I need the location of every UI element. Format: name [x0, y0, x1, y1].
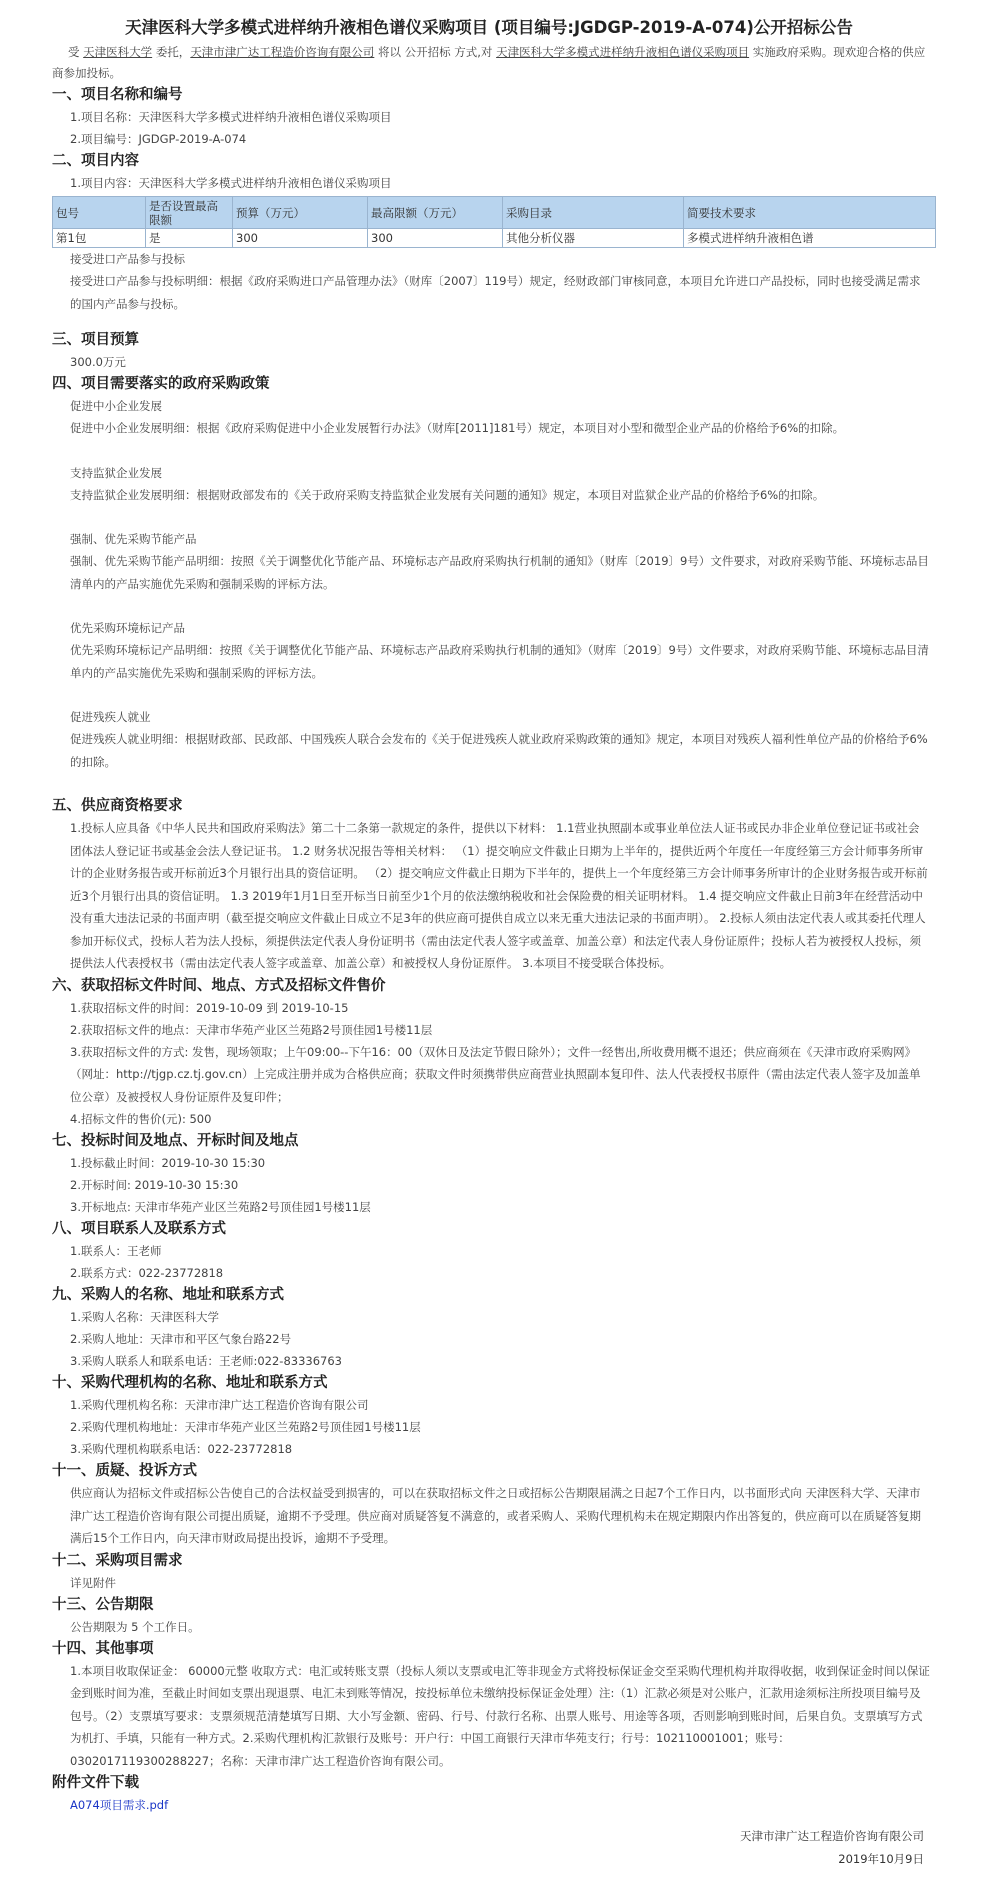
intro-paragraph	[52, 42, 936, 84]
section-heading-budget: 三、项目预算	[52, 332, 139, 348]
section-heading-policy: 四、项目需要落实的政府采购政策	[52, 376, 270, 392]
policy-title: 促进残疾人就业	[70, 710, 151, 724]
signature-date: 2019年10月9日	[838, 1852, 924, 1866]
policy-title: 强制、优先采购节能产品	[70, 532, 197, 546]
attachment-link[interactable]: A074项目需求.pdf	[70, 1798, 169, 1812]
table-row	[53, 229, 936, 248]
import-title: 接受进口产品参与投标	[70, 252, 185, 266]
agency-name: 1.采购代理机构名称：天津市津广达工程造价咨询有限公司	[70, 1398, 369, 1412]
section-heading-requirements: 十二、采购项目需求	[52, 1552, 183, 1569]
project-number-line: 2.项目编号：JGDGP-2019-A-074	[70, 132, 247, 146]
table-cell: 多模式进样纳升液相色谱	[684, 229, 936, 248]
bid-deadline: 1.投标截止时间：2019-10-30 15:30	[70, 1156, 266, 1170]
agency-address: 2.采购代理机构地址：天津市华苑产业区兰苑路2号顶佳园1号楼11层	[70, 1420, 421, 1434]
section-heading-documents: 六、获取招标文件时间、地点、方式及招标文件售价	[52, 977, 386, 994]
policy-detail: 促进残疾人就业明细：根据财政部、民政部、中国残疾人联合会发布的《关于促进残疾人就业政府采购政策的通知》规定，本项目对残疾人福利性单位产品的价格给予6%的扣除。	[70, 732, 928, 769]
project-name-line: 1.项目名称：天津医科大学多模式进样纳升液相色谱仪采购项目	[70, 110, 392, 124]
section-heading-contact: 八、项目联系人及联系方式	[52, 1221, 226, 1237]
qualification-text: 1.投标人应具备《中华人民共和国政府采购法》第二十二条第一款规定的条件，提供以下材料： 1.1营业执照副本或事业单位法人证书或民办非企业单位登记证书或社会团体法人登记证书或基金会法人登记证书。 1.2 财务状况报告等相关材料： （1）提交响应文件截止日期为上半年的，提供近两个年度任一年度经第三方会计师事务所审计的企业财务报告或开标前近3个月银行出具的资信证明。 （2）提交响应文件截止日期为下半年的，提供上一个年度经第三方会计师事务所审计的企业财务报告或开标前近3个月银行出具的资信证明。 1.3 2019年1月1日至开标当日前至少1个月的依法缴纳税收和社会保险费的相关证明材料。 1.4 提交响应文件截止日前3年在经营活动中没有重大违法记录的书面声明（截至提交响应文件截止日成立不足3年的供应商可提供自成立以来无重大违法记录的书面声明）。 2.投标人须由法定代表人或其委托代理人参加开标仪式，投标人若为法人投标，须提供法定代表人身份证明书（需由法定代表人签字或盖章、加盖公章）和法定代表人身份证原件；投标人若为被授权人投标，须提供法人代表授权书（需由法定代表人签字或盖章、加盖公章）和被授权人身份证原件。 3.本项目不接受联合体投标。	[70, 821, 928, 970]
policy-detail: 优先采购环境标记产品明细：按照《关于调整优化节能产品、环境标志产品政府采购执行机制的通知》（财库〔2019〕9号）文件要求，对政府采购节能、环境标志品目清单内的产品实施优先采购和强制采购的评标方法。	[70, 643, 929, 680]
intro-text-2: 委托，	[155, 45, 191, 59]
notice-period-text: 公告期限为 5 个工作日。	[70, 1619, 200, 1634]
page-title: 天津医科大学多模式进样纳升液相色谱仪采购项目 (项目编号:JGDGP-2019-A-074)公开招标公告	[125, 18, 853, 37]
table-header: 包号	[53, 197, 146, 229]
intro-text-1: 受	[68, 45, 80, 59]
section-heading-purchaser: 九、采购人的名称、地址和联系方式	[52, 1287, 284, 1303]
other-matters-text: 1.本项目收取保证金： 60000元整 收取方式：电汇或转账支票（投标人须以支票或电汇等非现金方式将投标保证金交至采购代理机构并取得收据，收到保证金时间以保证金到账时间为准，至截止时间如支票出现退票、电汇未到账等情况，按投标单位未缴纳投标保证金处理）注:（1）汇款必须是对公账户，汇款用途须标注所投项目编号及包号。（2）支票填写要求：支票须规范清楚填写日期、大小写金额、密码、行号、付款行名称、出票人账号、用途等各项，否则影响到账时间，后果自负。支票填写方式为机打、手填，只能有一种方式。2.采购代理机构汇款银行及账号：开户行：中国工商银行天津市华苑支行；行号：102110001001；账号：0302017119300288227；名称：天津市津广达工程造价咨询有限公司。	[70, 1663, 930, 1768]
import-detail: 接受进口产品参与投标明细：根据《政府采购进口产品管理办法》（财库〔2007〕119号）规定，经财政部门审核同意，本项目允许进口产品投标，同时也接受满足需求的国内产品参与投标。	[70, 274, 921, 311]
policy-detail: 促进中小企业发展明细：根据《政府采购促进中小企业发展暂行办法》（财库[2011]181号）规定，本项目对小型和微型企业产品的价格给予6%的扣除。	[70, 421, 845, 435]
documents-method: 3.获取招标文件的方式: 发售，现场领取；上午09:00--下午16：00（双休日及法定节假日除外）；文件一经售出,所收费用概不退还；供应商须在《天津市政府采购网》（网址：http://tjgp.cz.tj.gov.cn）上完成注册并成为合格供应商；获取文件时须携带供应商营业执照副本复印件、法人代表授权书原件（需由法定代表人签字及加盖单位公章）及被授权人身份证原件及复印件；	[70, 1044, 921, 1104]
section-heading-other: 十四、其他事项	[52, 1640, 154, 1657]
purchaser-name: 1.采购人名称：天津医科大学	[70, 1310, 219, 1324]
policy-title: 支持监狱企业发展	[70, 465, 162, 480]
purchaser-address: 2.采购人地址：天津市和平区气象台路22号	[70, 1332, 292, 1346]
section-heading-name: 一、项目名称和编号	[52, 87, 183, 103]
documents-price: 4.招标文件的售价(元): 500	[70, 1112, 212, 1126]
intro-text-3: 将以 公开招标 方式,对	[377, 45, 493, 59]
opening-time: 2.开标时间: 2019-10-30 15:30	[70, 1178, 239, 1192]
table-header-row	[53, 197, 936, 229]
documents-time: 1.获取招标文件的时间：2019-10-09 到 2019-10-15	[70, 1000, 349, 1015]
signature-org: 天津市津广达工程造价咨询有限公司	[740, 1829, 924, 1843]
announcement	[52, 14, 936, 1870]
policy-title: 促进中小企业发展	[70, 399, 162, 413]
table-header: 是否设置最高限额	[146, 197, 233, 229]
attachment-heading: 附件文件下载	[52, 1775, 139, 1791]
table-cell: 其他分析仪器	[503, 229, 684, 248]
agent-name: 天津市津广达工程造价咨询有限公司	[190, 45, 375, 59]
package-table	[52, 196, 936, 248]
table-cell: 300	[368, 229, 503, 248]
contact-phone: 2.联系方式：022-23772818	[70, 1266, 224, 1280]
section-heading-complaints: 十一、质疑、投诉方式	[52, 1463, 197, 1479]
table-header: 简要技术要求	[684, 197, 936, 229]
budget-amount: 300.0万元	[70, 355, 126, 369]
policy-detail: 支持监狱企业发展明细：根据财政部发布的《关于政府采购支持监狱企业发展有关问题的通知》规定，本项目对监狱企业产品的价格给予6%的扣除。	[70, 487, 825, 502]
policy-detail: 强制、优先采购节能产品明细：按照《关于调整优化节能产品、环境标志产品政府采购执行机制的通知》（财库〔2019〕9号）文件要求，对政府采购节能、环境标志品目清单内的产品实施优先采购和强制采购的评标方法。	[70, 554, 929, 591]
section-heading-notice-period: 十三、公告期限	[52, 1596, 154, 1613]
table-cell: 是	[146, 229, 233, 248]
section-heading-qualification: 五、供应商资格要求	[52, 798, 183, 814]
agency-phone: 3.采购代理机构联系电话：022-23772818	[70, 1442, 293, 1456]
intro-text-4: 实施政府采购。现欢迎合格的供应商参加投标。	[52, 45, 926, 80]
buyer-name: 天津医科大学	[83, 45, 153, 59]
policy-title: 优先采购环境标记产品	[70, 621, 185, 635]
table-header: 最高限额（万元）	[368, 197, 503, 229]
documents-location: 2.获取招标文件的地点：天津市华苑产业区兰苑路2号顶佳园1号楼11层	[70, 1022, 433, 1037]
complaints-text: 供应商认为招标文件或招标公告使自己的合法权益受到损害的，可以在获取招标文件之日或招标公告期限届满之日起7个工作日内，以书面形式向 天津医科大学、天津市津广达工程造价咨询有限公司提出质疑，逾期不予受理。供应商对质疑答复不满意的，或者采购人、采购代理机构未在规定期限内作出答复的，供应商可以在质疑答复期满后15个工作日内，向天津市财政局提出投诉，逾期不予受理。	[70, 1486, 921, 1545]
project-name: 天津医科大学多模式进样纳升液相色谱仪采购项目	[496, 45, 750, 59]
table-cell: 第1包	[53, 229, 146, 248]
project-content-line: 1.项目内容：天津医科大学多模式进样纳升液相色谱仪采购项目	[70, 176, 392, 190]
table-cell: 300	[233, 229, 368, 248]
opening-location: 3.开标地点: 天津市华苑产业区兰苑路2号顶佳园1号楼11层	[70, 1200, 371, 1214]
requirements-text: 详见附件	[70, 1575, 116, 1590]
table-header: 采购目录	[503, 197, 684, 229]
contact-person: 1.联系人：王老师	[70, 1244, 162, 1258]
section-heading-agency: 十、采购代理机构的名称、地址和联系方式	[52, 1375, 328, 1391]
section-heading-bidding-time: 七、投标时间及地点、开标时间及地点	[52, 1133, 299, 1149]
purchaser-contact: 3.采购人联系人和联系电话：王老师:022-83336763	[70, 1354, 342, 1368]
table-header: 预算（万元）	[233, 197, 368, 229]
section-heading-content: 二、项目内容	[52, 153, 139, 169]
